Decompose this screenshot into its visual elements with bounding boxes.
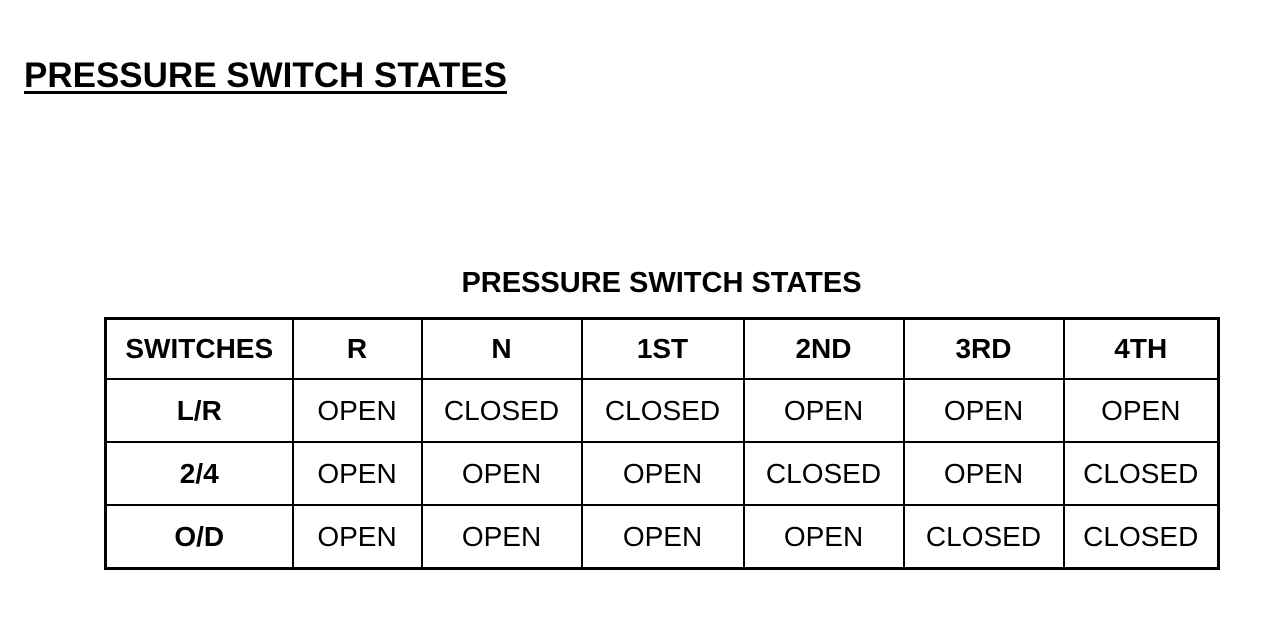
table-cell: OPEN [904,379,1064,442]
table-cell: CLOSED [422,379,582,442]
table-row [106,379,1219,442]
table-cell: CLOSED [904,505,1064,569]
table-row [106,505,1219,569]
table-cell: OPEN [582,505,744,569]
table-cell: CLOSED [1064,442,1219,505]
pressure-switch-states-table [104,317,1220,570]
table-cell: OPEN [422,505,582,569]
table-cell: OPEN [744,505,904,569]
table-caption: PRESSURE SWITCH STATES [461,267,862,299]
column-header: R [293,319,422,380]
table-cell: OPEN [293,442,422,505]
table-cell: OPEN [904,442,1064,505]
page-title: PRESSURE SWITCH STATES [24,56,507,95]
column-header: 4TH [1064,319,1219,380]
table-cell: CLOSED [582,379,744,442]
column-header: SWITCHES [106,319,293,380]
column-header: 3RD [904,319,1064,380]
table-cell: CLOSED [744,442,904,505]
table-cell: OPEN [293,505,422,569]
table-header-row [106,319,1219,380]
table-cell: OPEN [1064,379,1219,442]
column-header: 1ST [582,319,744,380]
column-header: N [422,319,582,380]
table-cell: OPEN [744,379,904,442]
row-header: L/R [106,379,293,442]
table-cell: OPEN [422,442,582,505]
table-row [106,442,1219,505]
row-header: O/D [106,505,293,569]
row-header: 2/4 [106,442,293,505]
table-cell: CLOSED [1064,505,1219,569]
table-cell: OPEN [582,442,744,505]
column-header: 2ND [744,319,904,380]
table-cell: OPEN [293,379,422,442]
